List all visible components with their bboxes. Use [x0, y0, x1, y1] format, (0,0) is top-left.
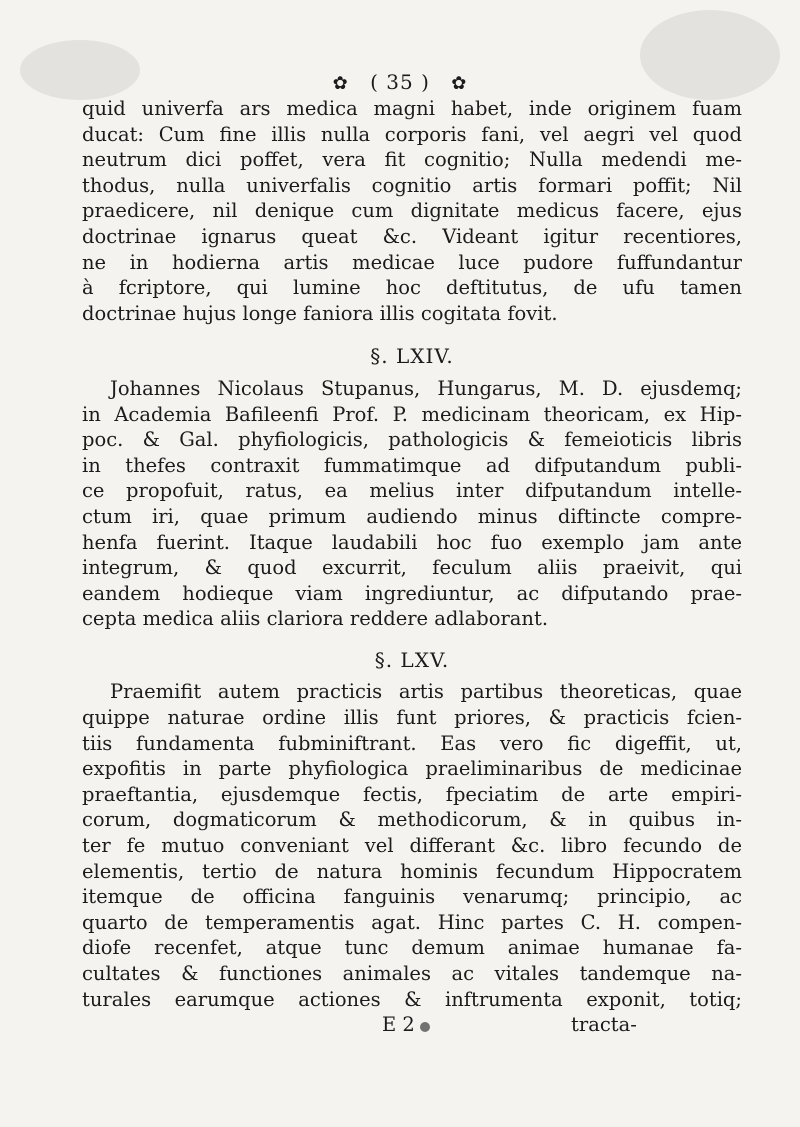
- text-line: praedicere, nil denique cum dignitate medicus facere, ejus: [82, 199, 742, 223]
- text-line: poc. & Gal. phyfiologicis, pathologicis & femeioticis libris: [82, 428, 742, 452]
- text-line: cultates & functiones animales ac vitales tandemque na-: [82, 962, 742, 985]
- text-line: thodus, nulla univerfalis cognitio artis formari poffit; Nil: [82, 173, 742, 197]
- text-line: quid univerfa ars medica magni habet, inde originem fuam: [82, 97, 742, 120]
- text-line: neutrum dici poffet, vera fit cognitio; Nulla medendi me-: [82, 148, 742, 172]
- body-text: [82, 96, 742, 1038]
- text-line: in thefes contraxit fummatimque ad difputandum publi-: [82, 453, 742, 477]
- text-line: henfa fuerint. Itaque laudabili hoc fuo exemplo jam ante: [82, 530, 742, 554]
- ornament-right-icon: ✿: [451, 73, 468, 94]
- text-line: doctrinae hujus longe faniora illis cogitata fovit.: [82, 301, 558, 325]
- text-line: cepta medica aliis clariora reddere adlaborant.: [82, 607, 549, 631]
- text-line: eandem hodieque viam ingrediuntur, ac difputando prae-: [82, 581, 742, 605]
- ornament-left-icon: ✿: [332, 73, 349, 94]
- page-footer: [82, 1012, 742, 1038]
- text-line: in Academia Bafileenfi Prof. P. medicinam theoricam, ex Hip-: [82, 402, 742, 426]
- section-heading-64: §. LXIV.: [370, 344, 454, 369]
- text-line: ter fe mutuo conveniant vel differant &c. libro fecundo de: [82, 834, 742, 858]
- text-line: integrum, & quod excurrit, feculum aliis praeivit, qui: [82, 556, 742, 580]
- text-line: expofitis in parte phyfiologica praeliminaribus de medicinae: [82, 757, 742, 781]
- text-line: ctum iri, quae primum audiendo minus diftincte compre-: [82, 504, 742, 528]
- ink-stamp-icon: [418, 1020, 432, 1034]
- text-line: ce propofuit, ratus, ea melius inter difputandum intelle-: [82, 479, 742, 503]
- text-line: praeftantia, ejusdemque fectis, fpeciatim de arte empiri-: [82, 782, 742, 806]
- text-line: corum, dogmaticorum & methodicorum, & in quibus in-: [82, 808, 742, 832]
- page-header: [0, 70, 800, 94]
- catchword: tracta-: [571, 1013, 637, 1037]
- paragraph-2: [82, 376, 742, 632]
- text-line: turales earumque actiones & inftrumenta exponit, totiq;: [82, 987, 742, 1011]
- text-line: Johannes Nicolaus Stupanus, Hungarus, M. D. ejusdemq;: [110, 376, 742, 400]
- text-line: quippe naturae ordine illis funt priores, & practicis fcien-: [82, 706, 742, 730]
- paragraph-1: [82, 96, 742, 326]
- page-number: ( 35 ): [370, 70, 430, 94]
- section-heading-65: §. LXV.: [374, 647, 450, 672]
- text-line: ne in hodierna artis medicae luce pudore fuffundantur: [82, 250, 742, 274]
- text-line: diofe recenfet, atque tunc demum animae humanae fa-: [82, 936, 742, 960]
- text-line: quarto de temperamentis agat. Hinc partes C. H. compen-: [82, 910, 742, 934]
- text-line: doctrinae ignarus queat &c. Videant igitur recentiores,: [82, 224, 742, 248]
- text-line: ducat: Cum fine illis nulla corporis fani, vel aegri vel quod: [82, 122, 742, 146]
- text-line: à fcriptore, qui lumine hoc deftitutus, de ufu tamen: [82, 276, 742, 300]
- text-line: elementis, tertio de natura hominis fecundum Hippocratem: [82, 859, 742, 883]
- signature-mark: E 2: [382, 1013, 415, 1037]
- text-line: tiis fundamenta fubminiftrant. Eas vero fic digeffit, ut,: [82, 731, 742, 755]
- paragraph-3: [82, 679, 742, 1012]
- text-line: Praemifit autem practicis artis partibus theoreticas, quae: [110, 680, 742, 704]
- text-line: itemque de officina fanguinis venarumq; principio, ac: [82, 885, 742, 909]
